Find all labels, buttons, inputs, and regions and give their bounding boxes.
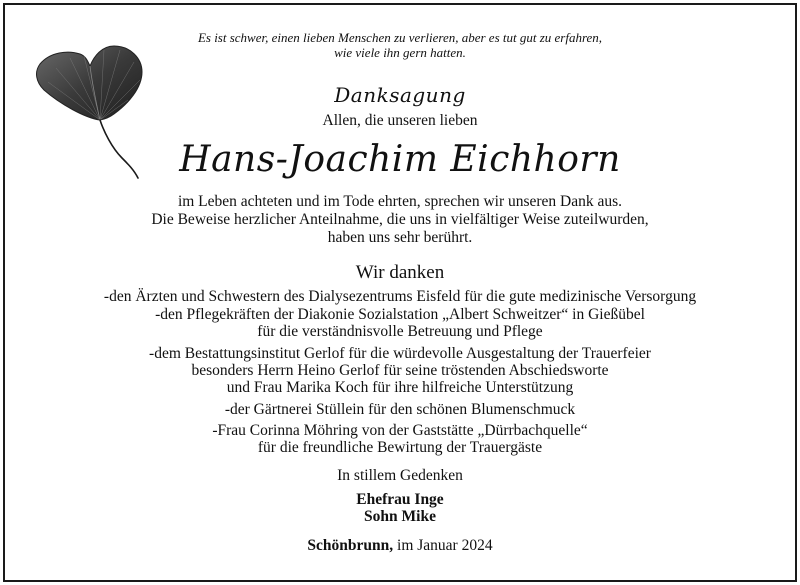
place-date	[0, 536, 800, 555]
thanks-line: und Frau Marika Koch für ihre hilfreiche Unterstützung	[226, 379, 574, 396]
thanks-line: -den Pflegekräften der Diakonie Sozialstation „Albert Schweitzer“ in Gießübel	[155, 306, 645, 323]
thanks-line: -Frau Corinna Möhring von der Gaststätte „Dürrbachquelle“	[212, 422, 588, 439]
thanks-line: für die freundliche Bewirtung der Trauergäste	[257, 439, 543, 456]
heading-danksagung: Danksagung	[334, 83, 466, 107]
thanks-line: -dem Bestattungsinstitut Gerlof für die würdevolle Ausgestaltung der Trauerfeier	[149, 345, 651, 362]
body-line-3: haben uns sehr berührt.	[327, 229, 473, 246]
body-line-2: Die Beweise herzlicher Anteilnahme, die uns in vielfältiger Weise zuteilwurden,	[151, 211, 649, 228]
body-line-1: im Leben achteten und im Tode ehrten, sprechen wir unseren Dank aus.	[177, 193, 623, 210]
quote-line-2: wie viele ihn gern hatten.	[334, 45, 466, 60]
deceased-name: Hans-Joachim Eichhorn	[179, 139, 621, 180]
place: Schönbrunn,	[307, 537, 394, 554]
thanks-line: -der Gärtnerei Stüllein für den schönen Blumenschmuck	[224, 401, 576, 418]
signature-wife: Ehefrau Inge	[356, 491, 444, 508]
intro-line: Allen, die unseren lieben	[322, 112, 478, 129]
quote-line-1: Es ist schwer, einen lieben Menschen zu verlieren, aber es tut gut zu erfahren,	[197, 30, 603, 45]
closing-line: In stillem Gedenken	[337, 467, 463, 484]
thanks-heading: Wir danken	[355, 262, 445, 283]
thanks-line: für die verständnisvolle Betreuung und Pflege	[257, 323, 543, 340]
thanks-line: -den Ärzten und Schwestern des Dialysezentrums Eisfeld für die gute medizinische Versorgung	[103, 288, 697, 305]
signature-son: Sohn Mike	[364, 508, 436, 525]
date: im Januar 2024	[393, 537, 493, 554]
thanks-line: besonders Herrn Heino Gerlof für seine tröstenden Abschiedsworte	[191, 362, 609, 379]
